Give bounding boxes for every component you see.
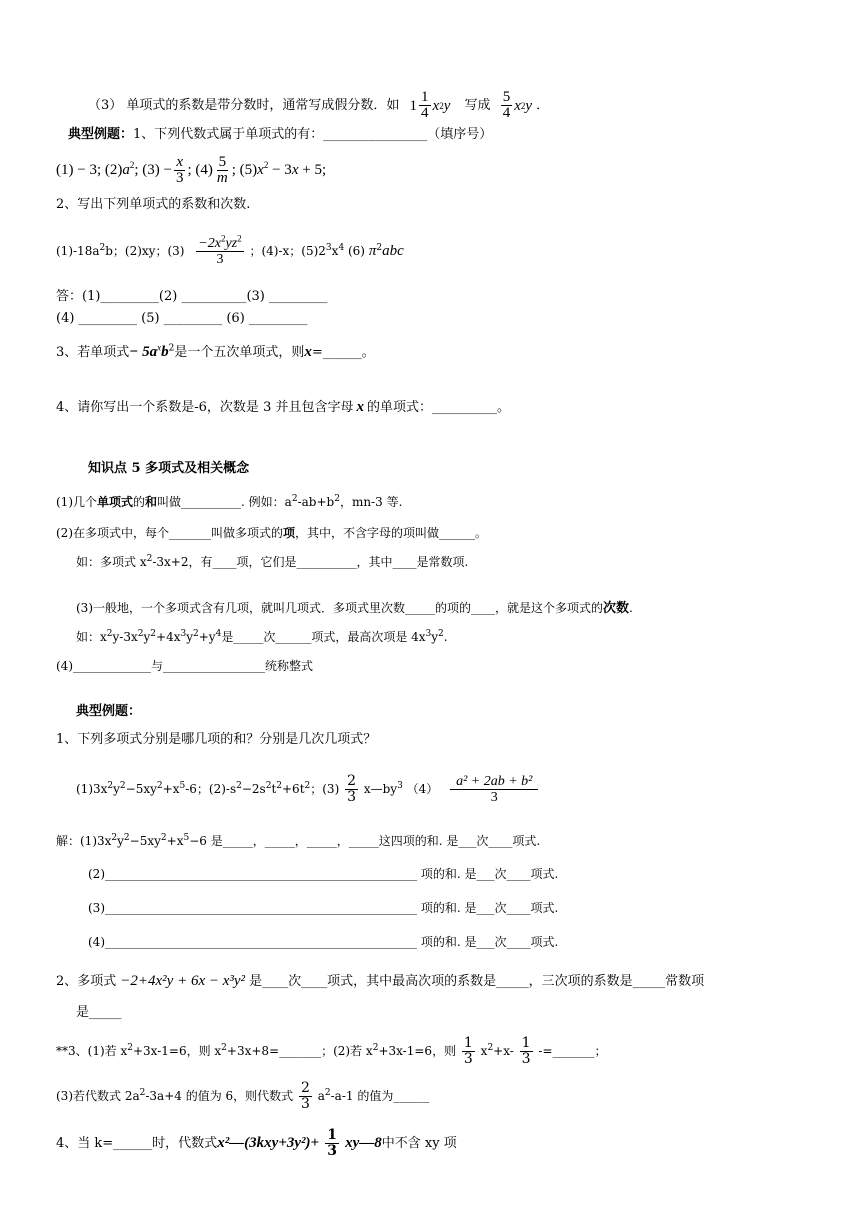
solution-3: (3)____________________________________________________ 项的和. 是___次____项式. — [88, 901, 559, 915]
poly-question-3-part3: (3)若代数式 $2a^2-3a+4$ 的值为 6，则代数式 $\frac{2}{3}$ $a^2-a-1$ 的值为______ — [56, 1080, 430, 1112]
poly-question-1-items: $(1)3x^2y^2-5xy^2+x^5-6$；$(2)-s^2-2s^2t^2+6t^2$；(3) $\frac{2}{3}$ $x—by^3$ （4） $\frac{\text{a² + 2ab + b²}}{3}$ — [76, 774, 540, 805]
example-4-question: 4、请你写出一个系数是-6，次数是 3 并且包含字母 x 的单项式：__________。 — [56, 399, 510, 415]
solution-2: (2)____________________________________________________ 项的和. 是___次____项式. — [88, 867, 559, 881]
example-2-items: $(1)-18a^2b$；(2)xy；(3) $\frac{-2x^2yz^2}{3}$ ；(4)-x；$(5)2^3x^4$ (6) $\pi^2abc$ — [56, 233, 404, 267]
concept-2-example: 如：多项式 $x^2-3x+2$，有____项，它们是__________，其中____是常数项. — [76, 554, 469, 569]
solution-4: (4)____________________________________________________ 项的和. 是___次____项式. — [88, 935, 559, 949]
example-1-options: (1) − 3; $(2)a^2$; (3) − $\frac{x}{3}$ ; (4) $\frac{5}{m}$ ; $(5)x^2 - 3x + 5$; — [56, 154, 327, 186]
concept-3-example: 如：$x^2y-3x^2y^2+4x^3y^2+y^4$是_____次______项式，最高次项是 $4x^3y^2$. — [76, 629, 448, 644]
poly-question-1: 1、下列多项式分别是哪几项的和？分别是几次几项式？ — [56, 732, 377, 747]
answer-line-2: (4) _________ (5) _________ (6) _________ — [56, 311, 308, 326]
note-mixed-number: （3） 单项式的系数是带分数时，通常写成假分数．如 1 $\frac{1}{4}$ x 2 y 写成 $\frac{5}{4}$ x 2 y ． — [88, 89, 550, 121]
example-2-question: 2、写出下列单项式的系数和次数. — [56, 197, 251, 212]
answer-line-1: 答：(1)_________(2) __________(3) _________ — [56, 289, 328, 304]
section-heading-5: 知识点 5 多项式及相关概念 — [88, 461, 250, 476]
solution-1: 解：$(1)3x^2y^2-5xy^2+x^5-6$ 是_____，_____，_____，_____这四项的和. 是___次____项式. — [56, 833, 541, 848]
concept-3: (3)一般地，一个多项式含有几项，就叫几项式．多项式里次数_____的项的____，就是这个多项式的次数. — [76, 601, 633, 616]
poly-question-3: **3、(1)若 $x^2+3x-1=6$，则 $x^2+3x+8=\_\_\_\_\_\_\_$；(2)若 $x^2+3x-1=6$，则 $\frac{1}{3}$ $x^2+x-$ $\frac{1}{3}$ -=_______； — [56, 1035, 607, 1067]
poly-question-2: 2、多项式 −2+4x²y + 6x − x³y² 是____次____项式，其中最高次项的系数是_____，三次项的系数是_____常数项 — [56, 973, 705, 989]
poly-question-4: 4、当 k=______时，代数式x²—(3kxy+3y²)+ $\frac{1}{3}$ xy—8中不含 xy 项 — [56, 1127, 457, 1159]
concept-2: (2)在多项式中，每个_______叫做多项式的项，其中，不含字母的项叫做______。 — [56, 526, 488, 540]
poly-question-2-cont: 是_____ — [76, 1005, 122, 1020]
concept-1: (1)几个单项式的和叫做__________. 例如：$a^2-ab+b^2$，mn-3 等. — [56, 494, 403, 509]
examples-heading: 典型例题： — [76, 704, 142, 719]
concept-4: (4)_____________与_________________统称整式 — [56, 659, 313, 673]
example-3-question: 3、若单项式− $5a^xb^2$是一个五次单项式，则x=______。 — [56, 342, 375, 360]
example-1-question: 典型例题：1、下列代数式属于单项式的有：________________（填序号） — [68, 127, 493, 142]
